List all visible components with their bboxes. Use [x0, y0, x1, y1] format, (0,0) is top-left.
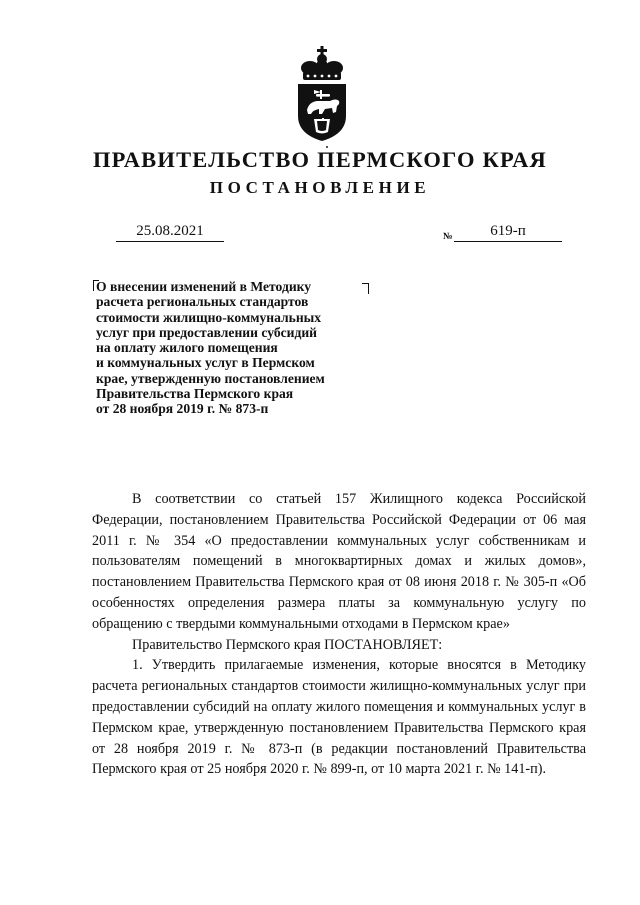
subject-line: и коммунальных услуг в Пермском [96, 355, 315, 371]
number-label: № [443, 232, 453, 242]
document-number: 619-п [454, 223, 562, 242]
subject-line: Правительства Пермского края [96, 386, 294, 402]
document-type: ПОСТАНОВЛЕНИЕ [209, 178, 431, 197]
body-paragraph-item-1: 1. Утвердить прилагаемые изменения, которые вносятся в Методику расчета региональных стандартов стоимости жилищно-коммунальных услуг при предоставлении субсидий на оплату жилого помещения и коммунальных услуг в Пермском крае, утвержденную постановлением Правительства Пермского края от 28 ноября 2019 г. № 873-п (в редакции постановлений Правительства Пермского края от 25 ноября 2020 г. № 899-п, от 10 марта 2021 г. № 141-п). [92, 657, 586, 778]
subject-line: расчета региональных стандартов [96, 294, 309, 310]
document-subject [96, 279, 366, 417]
subject-line: услуг при предоставлении субсидий [96, 324, 318, 340]
subject-line: от 28 ноября 2019 г. № 873-п [96, 401, 269, 417]
body-paragraph-resolves: Правительство Пермского края ПОСТАНОВЛЯЕТ: [132, 636, 443, 653]
document-body [92, 489, 586, 780]
subject-line: крае, утвержденную постановлением [96, 370, 325, 386]
subject-line: на оплату жилого помещения [96, 340, 278, 356]
body-paragraph-preamble: В соответствии со статьей 157 Жилищного кодекса Российской Федерации, постановлением Правительства Российской Федерации от 06 мая 2011 г. № 354 «О предоставлении коммунальных услуг собственникам и пользователям помещений в многоквартирных домах и жилых домов», постановлением Правительства Пермского края от 08 июня 2018 г. № 305-п «Об особенностях определения размера платы за коммунальную услугу по обращению с твердыми коммунальными отходами в Пермском крае» [92, 491, 586, 632]
subject-line: стоимости жилищно-коммунальных [96, 309, 322, 325]
perm-krai-coat-of-arms-icon [292, 46, 352, 142]
document-date: 25.08.2021 [116, 223, 224, 242]
subject-line: О внесении изменений в Методику [96, 279, 312, 294]
organization-name: ПРАВИТЕЛЬСТВО ПЕРМСКОГО КРАЯ [92, 147, 548, 172]
